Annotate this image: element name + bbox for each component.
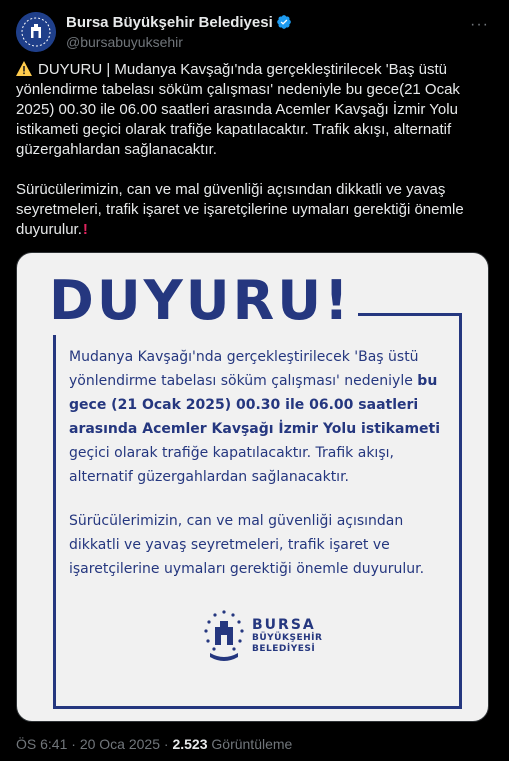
logo-line-1: BURSA	[252, 617, 316, 633]
bursa-logo	[202, 609, 332, 669]
author-block	[66, 14, 292, 50]
logo-line-2: BÜYÜKŞEHİR	[252, 633, 323, 643]
poster-p1-start: Mudanya Kavşağı'nda gerçekleştirilecek 'Baş üstü yönlendirme tabelası söküm çalışması' nedeniyle	[69, 349, 419, 389]
verified-badge-icon	[276, 14, 292, 30]
tweet-date[interactable]: 20 Oca 2025	[79, 736, 160, 752]
poster-paragraph-1	[69, 345, 449, 489]
tweet-image[interactable]	[16, 252, 489, 722]
warning-icon	[16, 61, 32, 76]
announcement-poster	[17, 253, 488, 721]
bursa-logo-icon	[16, 12, 56, 52]
exclamation-icon: !	[82, 221, 88, 238]
tweet-time[interactable]: ÖS 6:41	[16, 736, 68, 752]
logo-line-3: BELEDİYESİ	[252, 644, 316, 654]
logo-text	[252, 617, 322, 655]
more-options-icon[interactable]: ···	[470, 16, 489, 33]
poster-heading: DUYURU!	[49, 267, 358, 335]
views-label: Görüntüleme	[211, 736, 293, 752]
meta-separator: ·	[67, 736, 80, 752]
tweet-meta	[16, 736, 292, 752]
poster-p1-end: geçici olarak trafiğe kapatılacaktır. Trafik akışı, alternatif güzergahlardan sağlanacaktır.	[69, 445, 394, 485]
handle[interactable]: @bursabuyuksehir	[66, 34, 183, 50]
poster-p1-bold: bu gece (21 Ocak 2025) 00.30 ile 06.00 saatleri arasında Acemler Kavşağı İzmir Yolu istikameti	[69, 373, 441, 437]
view-count: 2.523	[172, 736, 208, 752]
tweet-header	[16, 12, 493, 52]
poster-paragraph-2: Sürücülerimizin, can ve mal güvenliği açısından dikkatli ve yavaş seyretmeleri, trafik işaret ve işaretçilerine uymaları gerektiği önemle duyurulur.	[69, 513, 425, 577]
tweet-paragraph-1: DUYURU | Mudanya Kavşağı'nda gerçekleştirilecek 'Baş üstü yönlendirme tabelası söküm çalışması' nedeniyle bu gece(21 Ocak 2025) 00.30 ile 06.00 saatleri arasında Acemler Kavşağı İzmir Yolu istikameti geçici olarak trafiğe kapatılacaktır. Trafik akışı, alternatif güzergahlardan sağlanacaktır.	[16, 61, 465, 158]
tweet-paragraph-2: Sürücülerimizin, can ve mal güvenliği açısından dikkatli ve yavaş seyretmeleri, trafik işaret ve işaretçilerine uymaları gerektiği önemle duyurulur.	[16, 181, 468, 238]
meta-separator-2: ·	[160, 736, 173, 752]
tweet-text	[16, 60, 494, 240]
bursa-emblem-icon	[202, 609, 246, 665]
display-name[interactable]: Bursa Büyükşehir Belediyesi	[66, 14, 273, 31]
avatar[interactable]	[16, 12, 56, 52]
